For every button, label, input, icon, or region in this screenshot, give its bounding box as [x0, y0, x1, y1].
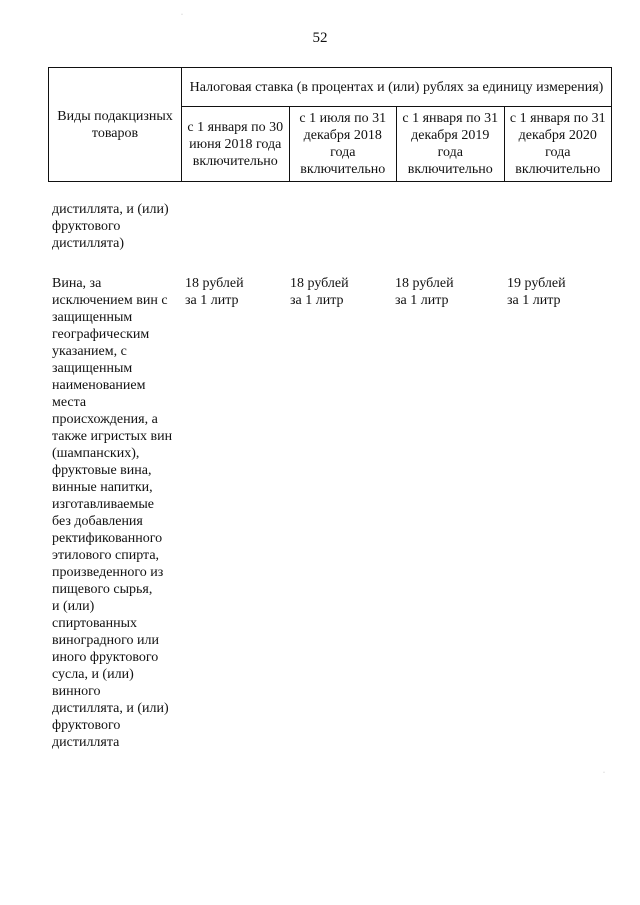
scan-speck: ·	[603, 770, 605, 776]
text-line: дистиллята, и (или)	[52, 701, 169, 716]
text-line: (шампанских),	[52, 446, 140, 461]
text-line: винные напитки,	[52, 480, 153, 495]
text-line: виноградного или	[52, 633, 160, 648]
period-header: с 1 июля по 31 декабря 2018 года включительно	[289, 107, 397, 182]
rate-unit: за 1 литр	[290, 293, 344, 308]
text-line: винного	[52, 684, 101, 699]
rate-unit: за 1 литр	[507, 293, 561, 308]
excise-goods-kinds-header: Виды подакцизных товаров	[49, 68, 182, 182]
text-line: и (или)	[52, 599, 95, 614]
text-line: исключением вин с	[52, 293, 168, 308]
text-line: наименованием	[52, 378, 146, 393]
rate-value-2020	[507, 275, 617, 309]
previous-row-continuation	[52, 201, 182, 252]
text-line: произведенного из	[52, 565, 164, 580]
text-line: без добавления	[52, 514, 143, 529]
text-line: сусла, и (или)	[52, 667, 134, 682]
rate-value-2019	[395, 275, 505, 309]
rate-value-h1-2018	[185, 275, 295, 309]
period-header: с 1 января по 31 декабря 2019 года включительно	[397, 107, 505, 182]
rate-amount: 18 рублей	[185, 276, 244, 291]
text-line: географическим	[52, 327, 150, 342]
text-line: ректификованного	[52, 531, 163, 546]
text-line: фруктовые вина,	[52, 463, 152, 478]
tax-rate-header-table	[48, 67, 612, 182]
text-line: изготавливаемые	[52, 497, 154, 512]
text-line: дистиллята)	[52, 236, 125, 251]
text-line: защищенным	[52, 361, 133, 376]
rate-value-h2-2018	[290, 275, 400, 309]
rate-amount: 19 рублей	[507, 276, 566, 291]
page-number: 52	[312, 30, 328, 46]
scan-speck: ·	[181, 12, 183, 18]
rate-unit: за 1 литр	[185, 293, 239, 308]
text-line: места	[52, 395, 87, 410]
text-line: фруктового	[52, 718, 121, 733]
rate-unit: за 1 литр	[395, 293, 449, 308]
period-header: с 1 января по 31 декабря 2020 года включительно	[504, 107, 612, 182]
text-line: дистиллята, и (или)	[52, 202, 169, 217]
text-line: спиртованных	[52, 616, 137, 631]
text-line: дистиллята	[52, 735, 120, 750]
period-header: с 1 января по 30 июня 2018 года включительно	[182, 107, 290, 182]
text-line: указанием, с	[52, 344, 127, 359]
text-line: этилового спирта,	[52, 548, 160, 563]
text-line: иного фруктового	[52, 650, 159, 665]
wine-description	[52, 275, 184, 751]
text-line: фруктового	[52, 219, 121, 234]
rate-amount: 18 рублей	[290, 276, 349, 291]
tax-rate-header: Налоговая ставка (в процентах и (или) рублях за единицу измерения)	[182, 68, 612, 107]
text-line: защищенным	[52, 310, 133, 325]
text-line: происхождения, а	[52, 412, 158, 427]
text-line: пищевого сырья,	[52, 582, 153, 597]
text-line: также игристых вин	[52, 429, 173, 444]
text-line: Вина, за	[52, 276, 102, 291]
rate-amount: 18 рублей	[395, 276, 454, 291]
